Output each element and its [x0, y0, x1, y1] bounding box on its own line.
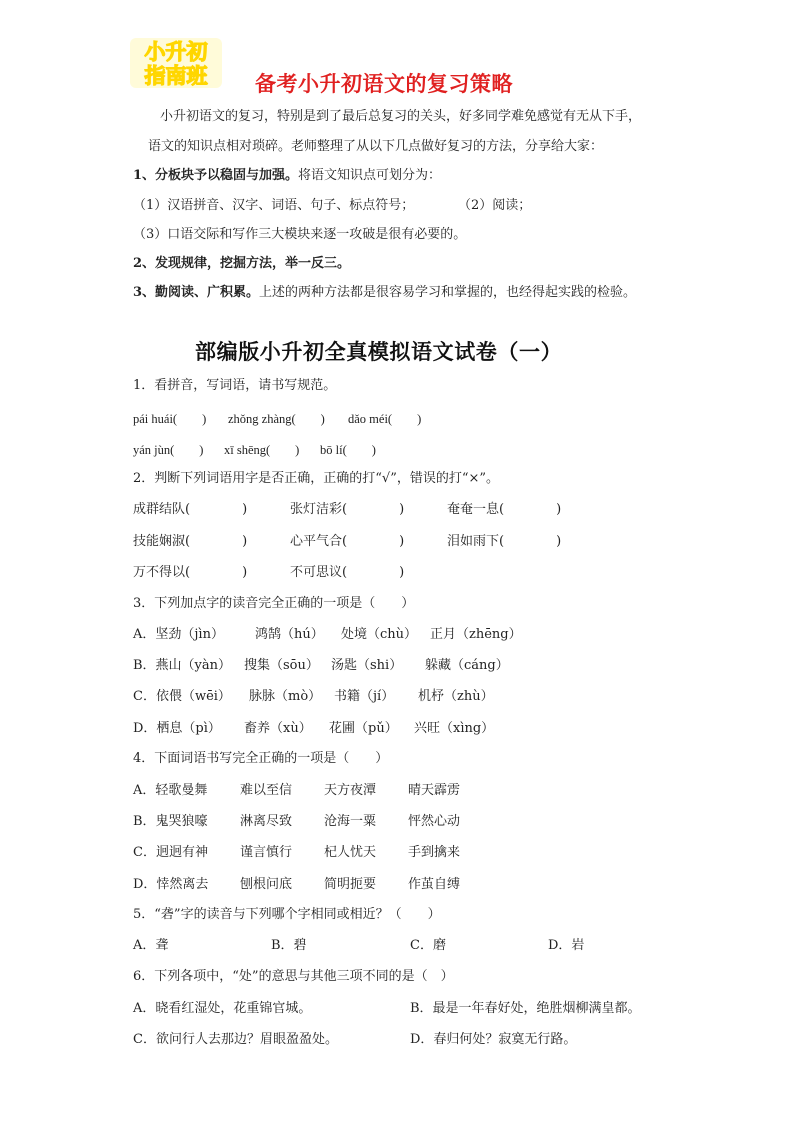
q6-option-c: C．欲问行人去那边？眉眼盈盈处。 [133, 1032, 338, 1047]
q3-option-a: A．坚劲（jìn） [133, 627, 224, 642]
q2-item: 奄奄一息( ) [447, 502, 562, 517]
q5-option-a: A．聋 [133, 938, 169, 953]
q4-stem: 4．下面词语书写完全正确的一项是（ ） [133, 751, 389, 766]
tip-3-rest: 上述的两种方法都是很容易学习和掌握的，也经得起实践的检验。 [259, 285, 637, 300]
q3-option-b-term: 搜集（sōu） [244, 658, 319, 673]
q4-option-b-term: 沧海一粟 [324, 814, 377, 829]
q4-option-a-term: 天方夜潭 [324, 783, 377, 798]
q2-item: 张灯洁彩( ) [290, 502, 405, 517]
q4-option-b-term: 淋离尽致 [240, 814, 293, 829]
tip-1 [133, 168, 441, 184]
q5-option-c: C．磨 [410, 938, 446, 953]
logo [128, 36, 224, 90]
q2-item: 不可思议( ) [290, 565, 405, 580]
q4-option-c-term: 杞人忧天 [324, 845, 377, 860]
q4-option-a-term: 难以至信 [240, 783, 293, 798]
q2-item: 心平气合( ) [290, 534, 405, 549]
q3-option-c-term: 书籍（jí） [334, 689, 395, 704]
q3-option-c-term: 机杼（zhù） [418, 689, 494, 704]
q3-option-d-term: 花圃（pǔ） [329, 721, 398, 736]
q1-item: dǎo méi( ) [348, 412, 422, 426]
tip-1-a: （1）汉语拼音、汉字、词语、句子、标点符号； [133, 198, 415, 213]
tip-1-rest: 将语文知识点可划分为： [298, 168, 442, 183]
tip-1-bold: 1、分板块予以稳固与加强。 [133, 168, 299, 183]
q3-option-c: C．依偎（wēi） [133, 689, 231, 704]
tip-2: 2、发现规律，挖掘方法，举一反三。 [133, 256, 351, 271]
q4-option-a: A．轻歌曼舞 [133, 783, 208, 798]
q3-option-d-term: 畜养（xù） [244, 721, 312, 736]
q5-option-d: D．岩 [548, 938, 585, 953]
q1-stem: 1．看拼音，写词语，请书写规范。 [133, 378, 337, 393]
logo-graphic [128, 36, 224, 90]
logo-line2: 指南班 [144, 64, 208, 88]
q1-item: xī shēng( ) [224, 443, 300, 457]
q1-item: bō lí( ) [320, 443, 376, 457]
q3-option-b-term: 躲藏（cáng） [425, 658, 509, 673]
q4-option-c: C．迥迥有神 [133, 845, 208, 860]
q3-option-d: D．栖息（pì） [133, 721, 221, 736]
q1-item: yán jùn( ) [133, 443, 204, 457]
tip-1-c: （3）口语交际和写作三大模块来逐一攻破是很有必要的。 [133, 227, 467, 242]
logo-line1: 小升初 [144, 40, 208, 64]
q4-option-d-term: 简明扼要 [324, 877, 377, 892]
tip-3-bold: 3、勤阅读、广积累。 [133, 285, 260, 300]
q4-option-c-term: 手到擒来 [408, 845, 461, 860]
q3-option-b-term: 汤匙（shi） [331, 658, 403, 673]
q3-option-c-term: 脉脉（mò） [249, 689, 322, 704]
q4-option-a-term: 晴天霹雳 [408, 783, 461, 798]
q1-item: pái huái( ) [133, 412, 207, 426]
q5-option-b: B．碧 [271, 938, 307, 953]
q6-stem: 6．下列各项中，“处”的意思与其他三项不同的是（ ） [133, 969, 454, 984]
tip-1-b: （2）阅读； [458, 198, 532, 213]
q3-option-b: B．燕山（yàn） [133, 658, 232, 673]
q1-item: zhǒng zhàng( ) [228, 412, 325, 426]
q4-option-d-term: 作茧自缚 [408, 877, 461, 892]
q4-option-c-term: 谨言慎行 [240, 845, 293, 860]
q3-option-a-term: 鸿鹄（hú） [255, 627, 324, 642]
q3-stem: 3．下列加点字的读音完全正确的一项是（ ） [133, 596, 415, 611]
q4-option-d-term: 刨根问底 [240, 877, 293, 892]
tip-3 [133, 285, 636, 301]
q4-option-d: D．悻然离去 [133, 877, 209, 892]
q2-item: 万不得以( ) [133, 565, 248, 580]
q6-option-a: A．晓看红湿处，花重锦官城。 [133, 1001, 312, 1016]
paper-title: 部编版小升初全真模拟语文试卷（一） [195, 340, 563, 364]
q2-item: 技能娴淑( ) [133, 534, 248, 549]
q3-option-a-term: 正月（zhēng） [430, 627, 522, 642]
q4-option-b: B．鬼哭狼嚎 [133, 814, 208, 829]
q3-option-d-term: 兴旺（xìng） [414, 721, 495, 736]
intro-line-1: 小升初语文的复习，特别是到了最后总复习的关头，好多同学难免感觉有无从下手， [160, 109, 642, 124]
q6-option-d: D．春归何处？寂寞无行路。 [410, 1032, 577, 1047]
q2-item: 泪如雨下( ) [447, 534, 562, 549]
intro-line-2: 语文的知识点相对琐碎。老师整理了从以下几点做好复习的方法，分享给大家： [148, 139, 604, 154]
q5-stem: 5．“砻”字的读音与下列哪个字相同或相近？（ ） [133, 907, 441, 922]
q6-option-b: B．最是一年春好处，绝胜烟柳满皇都。 [410, 1001, 641, 1016]
q3-option-a-term: 处境（chù） [341, 627, 418, 642]
q4-option-b-term: 怦然心动 [408, 814, 461, 829]
q2-stem: 2．判断下列词语用字是否正确，正确的打“√”，错误的打“×”。 [133, 471, 500, 486]
article-heading: 备考小升初语文的复习策略 [255, 72, 513, 96]
q2-item: 成群结队( ) [133, 502, 248, 517]
